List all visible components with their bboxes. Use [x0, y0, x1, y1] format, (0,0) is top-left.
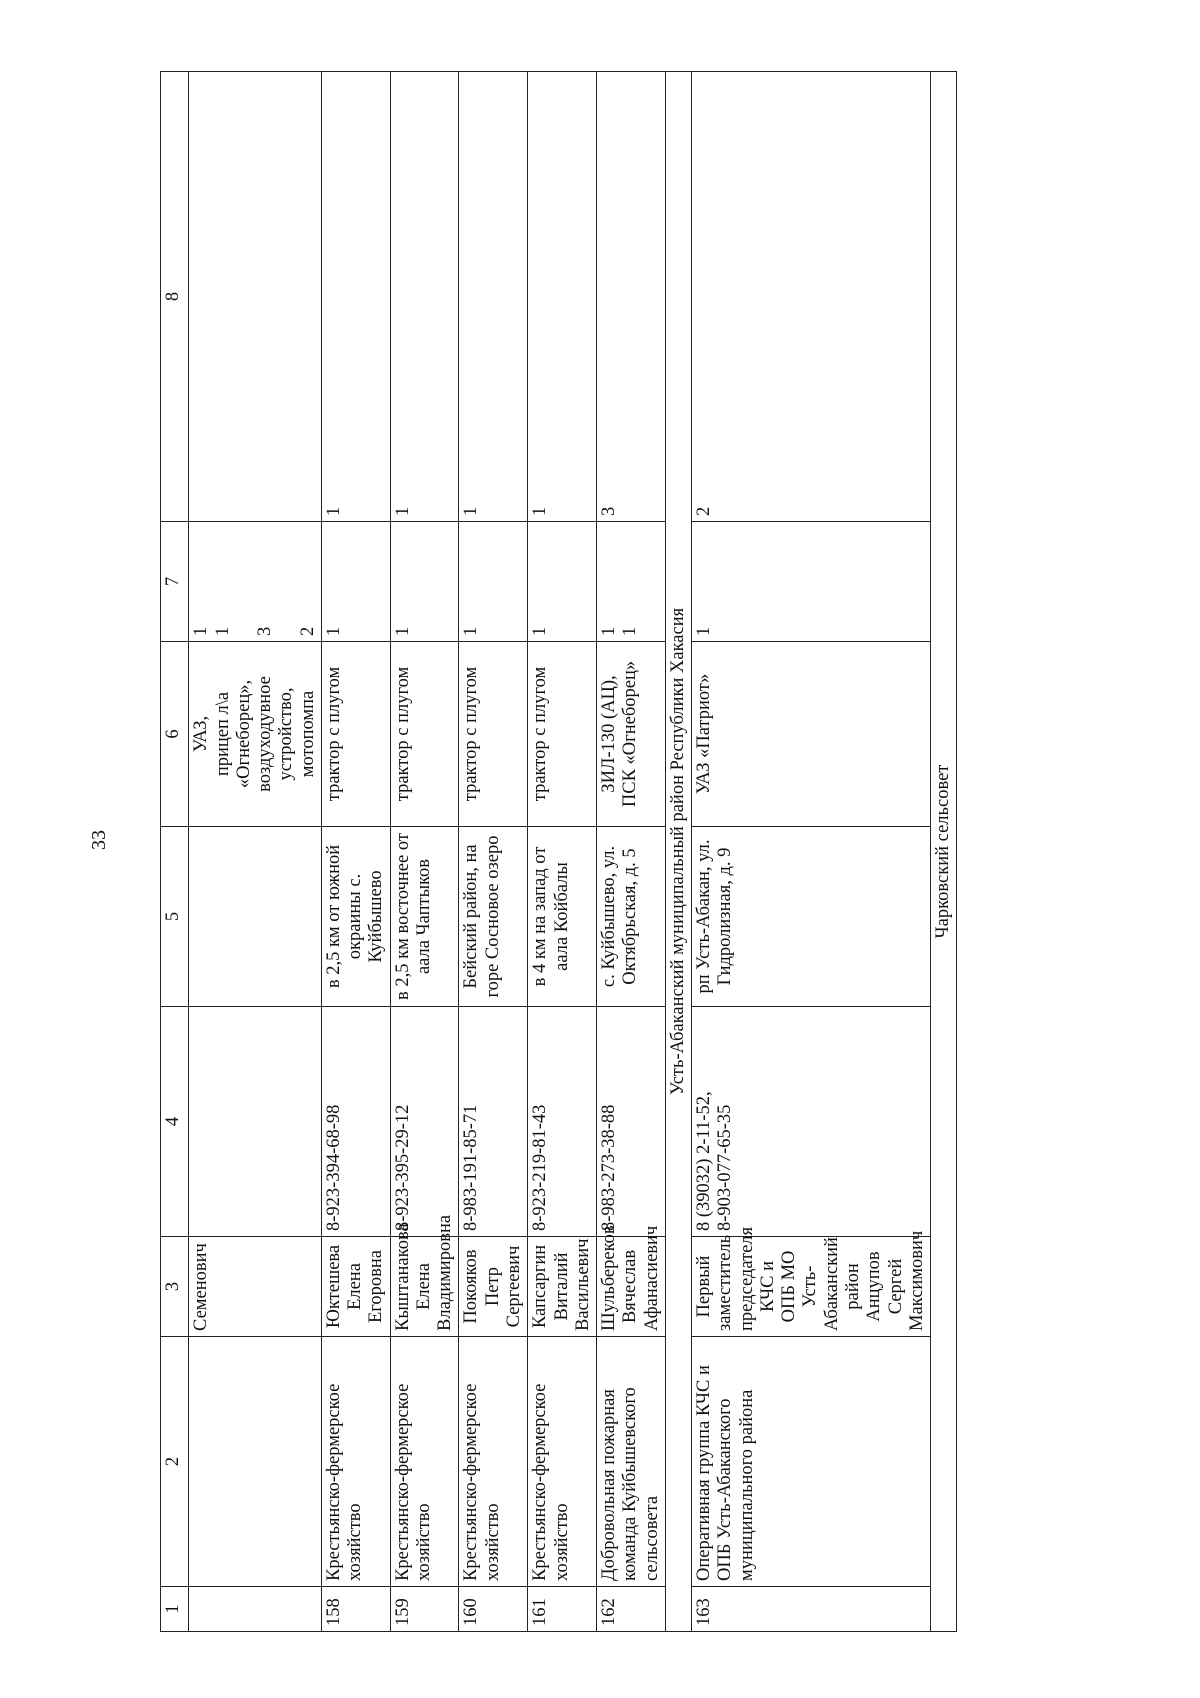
phone-cell: 8-983-191-85-71 — [459, 1007, 528, 1237]
section-row-district — [665, 72, 691, 1632]
phone-cell: 8-983-273-38-88 — [597, 1007, 666, 1237]
people-cell: 1 — [528, 72, 597, 522]
org-cell: Крестьянско-фермерское хозяйство — [528, 1337, 597, 1587]
rotated-table-wrapper — [160, 72, 1080, 1632]
equipment-cell: трактор с плугом — [321, 642, 390, 827]
col-header: 8 — [161, 72, 189, 522]
phone-cell — [189, 1007, 322, 1237]
org-cell: Крестьянско-фермерское хозяйство — [459, 1337, 528, 1587]
qty-cell — [390, 522, 459, 642]
org-cell — [189, 1337, 322, 1587]
qty-cell — [528, 522, 597, 642]
page-number: 33 — [88, 830, 110, 850]
resources-table — [160, 71, 957, 1632]
person-cell: Кыштанакова Елена Владимировна — [390, 1237, 459, 1337]
org-cell: Оперативная группа КЧС и ОПБ Усть-Абаканского муниципального района — [692, 1337, 931, 1587]
person-cell: Покояков Петр Сергеевич — [459, 1237, 528, 1337]
address-cell: рп Усть-Абакан, ул. Гидролизная, д. 9 — [692, 827, 931, 1007]
org-cell: Крестьянско-фермерское хозяйство — [321, 1337, 390, 1587]
people-cell — [189, 72, 322, 522]
col-header: 7 — [161, 522, 189, 642]
org-cell: Добровольная пожарная команда Куйбышевского сельсовета — [597, 1337, 666, 1587]
section-row-council — [931, 72, 957, 1632]
phone-cell: 8-923-394-68-98 — [321, 1007, 390, 1237]
table-row — [692, 72, 931, 1632]
qty-value: 2 — [297, 626, 318, 636]
address-cell — [189, 827, 322, 1007]
qty-value: 3 — [255, 626, 276, 636]
person-cell: Шульбереков Вячеслав Афанасиевич — [597, 1237, 666, 1337]
address-cell: в 2,5 км восточнее от аала Чаптыков — [390, 827, 459, 1007]
col-header: 3 — [161, 1237, 189, 1337]
people-cell: 1 — [321, 72, 390, 522]
qty-cell — [459, 522, 528, 642]
qty-value — [234, 527, 255, 636]
equipment-cell: УАЗ, прицеп л\а «Огнеборец», воздуходувное устройство, мотопомпа — [189, 642, 322, 827]
equipment-cell: трактор с плугом — [459, 642, 528, 827]
table-row — [459, 72, 528, 1632]
org-cell: Крестьянско-фермерское хозяйство — [390, 1337, 459, 1587]
qty-value: 1 — [461, 626, 482, 636]
col-header: 5 — [161, 827, 189, 1007]
people-cell: 1 — [459, 72, 528, 522]
table-body — [189, 72, 957, 1632]
person-cell: Юктешева Елена Егоровна — [321, 1237, 390, 1337]
address-cell: в 2,5 км от южной окраины с. Куйбышево — [321, 827, 390, 1007]
num-cell — [189, 1587, 322, 1632]
qty-cell — [692, 522, 931, 642]
equipment-cell: трактор с плугом — [528, 642, 597, 827]
address-cell: в 4 км на запад от аала Койбалы — [528, 827, 597, 1007]
equipment-cell: УАЗ «Патриот» — [692, 642, 931, 827]
column-number-row — [161, 72, 189, 1632]
phone-cell: 8 (39032) 2-11-52, 8-903-077-65-35 — [692, 1007, 931, 1237]
phone-cell: 8-923-219-81-43 — [528, 1007, 597, 1237]
num-cell: 162 — [597, 1587, 666, 1632]
table-row — [597, 72, 666, 1632]
qty-value — [276, 527, 297, 636]
person-cell: Семенович — [189, 1237, 322, 1337]
num-cell: 161 — [528, 1587, 597, 1632]
qty-cell — [321, 522, 390, 642]
qty-value: 1 — [212, 626, 233, 636]
table-row-continuation — [189, 72, 322, 1632]
equipment-cell: трактор с плугом — [390, 642, 459, 827]
table-row — [528, 72, 597, 1632]
qty-cell — [189, 522, 322, 642]
num-cell: 159 — [390, 1587, 459, 1632]
people-cell: 2 — [692, 72, 931, 522]
qty-value: 1 — [530, 626, 551, 636]
address-cell: с. Куйбышево, ул. Октябрьская, д. 5 — [597, 827, 666, 1007]
qty-value: 1 — [694, 626, 715, 636]
section-heading: Чарковский сельсовет — [931, 72, 957, 1632]
equipment-cell: ЗИЛ-130 (АЦ), ПСК «Огнеборец» — [597, 642, 666, 827]
col-header: 1 — [161, 1587, 189, 1632]
person-cell: Первый заместитель председателя КЧС и ОПБ МО Усть-Абаканский район Анцупов Сергей Максимович — [692, 1237, 931, 1337]
qty-value: 1 — [620, 626, 641, 636]
col-header: 2 — [161, 1337, 189, 1587]
qty-cell — [597, 522, 666, 642]
qty-value: 1 — [392, 626, 413, 636]
num-cell: 158 — [321, 1587, 390, 1632]
qty-value: 1 — [323, 626, 344, 636]
num-cell: 160 — [459, 1587, 528, 1632]
qty-value: 1 — [599, 626, 620, 636]
people-cell: 3 — [597, 72, 666, 522]
table-row — [321, 72, 390, 1632]
num-cell: 163 — [692, 1587, 931, 1632]
qty-value: 1 — [191, 626, 212, 636]
phone-cell: 8-923-395-29-12 — [390, 1007, 459, 1237]
col-header: 6 — [161, 642, 189, 827]
person-cell: Капсаргин Виталий Васильевич — [528, 1237, 597, 1337]
col-header: 4 — [161, 1007, 189, 1237]
people-cell: 1 — [390, 72, 459, 522]
address-cell: Бейский район, на горе Сосновое озеро — [459, 827, 528, 1007]
table-row — [390, 72, 459, 1632]
section-heading: Усть-Абаканский муниципальный район Республики Хакасия — [665, 72, 691, 1632]
